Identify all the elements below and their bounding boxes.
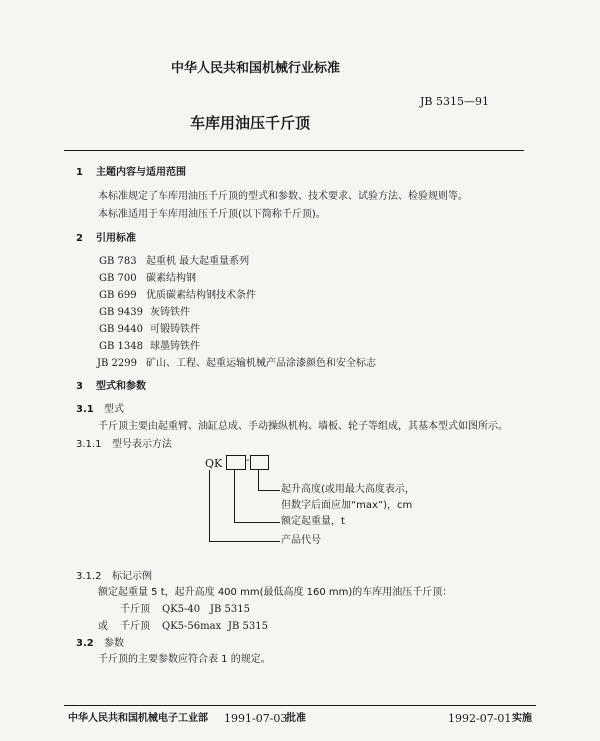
height-leader-vertical: [258, 469, 259, 490]
footer-implement-label: 实施: [512, 713, 532, 724]
section2-heading: 引用标准: [96, 233, 136, 244]
ref-title: 球墨铸铁件: [150, 341, 200, 352]
ref-title: 灰铸铁件: [150, 307, 190, 318]
section1-heading: 主题内容与适用范围: [96, 167, 186, 178]
example1-standard: JB 5315: [210, 604, 250, 615]
section3-1-paragraph: 千斤顶主要由起重臂、油缸总成、手动操纵机构、墙板、轮子等组成，其基本型式如图所示。: [98, 421, 508, 432]
standard-code: JB 5315—91: [420, 95, 489, 108]
ref-title: 优质碳素结构钢技术条件: [146, 290, 256, 301]
section3-1-heading: 型式: [104, 404, 124, 415]
section3-1-1-heading: 型号表示方法: [112, 439, 172, 450]
ref-title: 可锻铸铁件: [150, 324, 200, 335]
example1-name: 千斤顶: [120, 604, 150, 615]
footer-approve-date: 1991-07-03: [224, 712, 288, 725]
footer-approve-label: 批准: [286, 713, 306, 724]
section3-1-number: 3.1: [76, 404, 94, 415]
section3-2-number: 3.2: [76, 638, 94, 649]
example2-or: 或: [98, 621, 108, 632]
section1-paragraph2: 本标准适用于车库用油压千斤顶(以下简称千斤顶)。: [98, 209, 326, 220]
product-leader-vertical: [209, 470, 210, 542]
section3-1-1-number: 3.1.1: [76, 439, 102, 450]
height-leader-horizontal: [258, 490, 280, 491]
ref-code: GB 699: [99, 290, 137, 301]
footer-implement-date: 1992-07-01: [448, 712, 512, 725]
section1-paragraph1: 本标准规定了车库用油压千斤顶的型式和参数、技术要求、试验方法、检验规则等。: [98, 191, 468, 202]
ref-title: 碳素结构钢: [146, 273, 196, 284]
document-title: 车库用油压千斤顶: [190, 114, 311, 132]
section3-1-2-paragraph: 额定起重量 5 t，起升高度 400 mm(最低高度 160 mm)的车库用油压千斤顶：: [98, 587, 453, 598]
label-lift-height-line1: 起升高度(或用最大高度表示，: [281, 484, 415, 495]
section2-number: 2: [76, 233, 83, 244]
height-slot-box: [250, 455, 269, 470]
capacity-slot-box: [226, 455, 246, 470]
section3-number: 3: [76, 381, 83, 392]
footer-divider: [64, 705, 536, 706]
header-divider: [64, 150, 524, 151]
section3-1-2-heading: 标记示例: [112, 571, 152, 582]
model-prefix-qk: QK: [205, 457, 223, 470]
capacity-leader-horizontal: [234, 522, 280, 523]
footer-issuer: 中华人民共和国机械电子工业部: [68, 713, 208, 724]
ref-title: 起重机 最大起重量系列: [146, 256, 250, 267]
ref-code: JB 2299: [97, 358, 137, 369]
ref-code: GB 783: [99, 256, 137, 267]
example2-standard: JB 5315: [228, 621, 268, 632]
section1-number: 1: [76, 167, 83, 178]
label-lift-height-line2: 但数字后面应加“max”)，cm: [281, 500, 413, 511]
ref-code: GB 700: [99, 273, 137, 284]
ref-code: GB 1348: [99, 341, 143, 352]
capacity-leader-vertical: [234, 469, 235, 523]
example2-model: QK5-56max: [162, 621, 222, 632]
section3-2-paragraph: 千斤顶的主要参数应符合表 1 的规定。: [98, 654, 271, 665]
section3-1-2-number: 3.1.2: [76, 571, 102, 582]
section3-heading: 型式和参数: [96, 381, 146, 392]
section3-2-heading: 参数: [104, 638, 124, 649]
ref-code: GB 9440: [99, 324, 143, 335]
example1-model: QK5-40: [162, 604, 201, 615]
example2-name: 千斤顶: [120, 621, 150, 632]
org-standard-title: 中华人民共和国机械行业标准: [171, 61, 341, 76]
ref-title: 矿山、工程、起重运输机械产品涂漆颜色和安全标志: [146, 358, 376, 369]
ref-code: GB 9439: [99, 307, 143, 318]
model-dash: -: [246, 455, 250, 466]
label-product-code: 产品代号: [281, 535, 321, 546]
label-rated-capacity: 额定起重量，t: [281, 516, 345, 527]
product-leader-horizontal: [209, 541, 280, 542]
